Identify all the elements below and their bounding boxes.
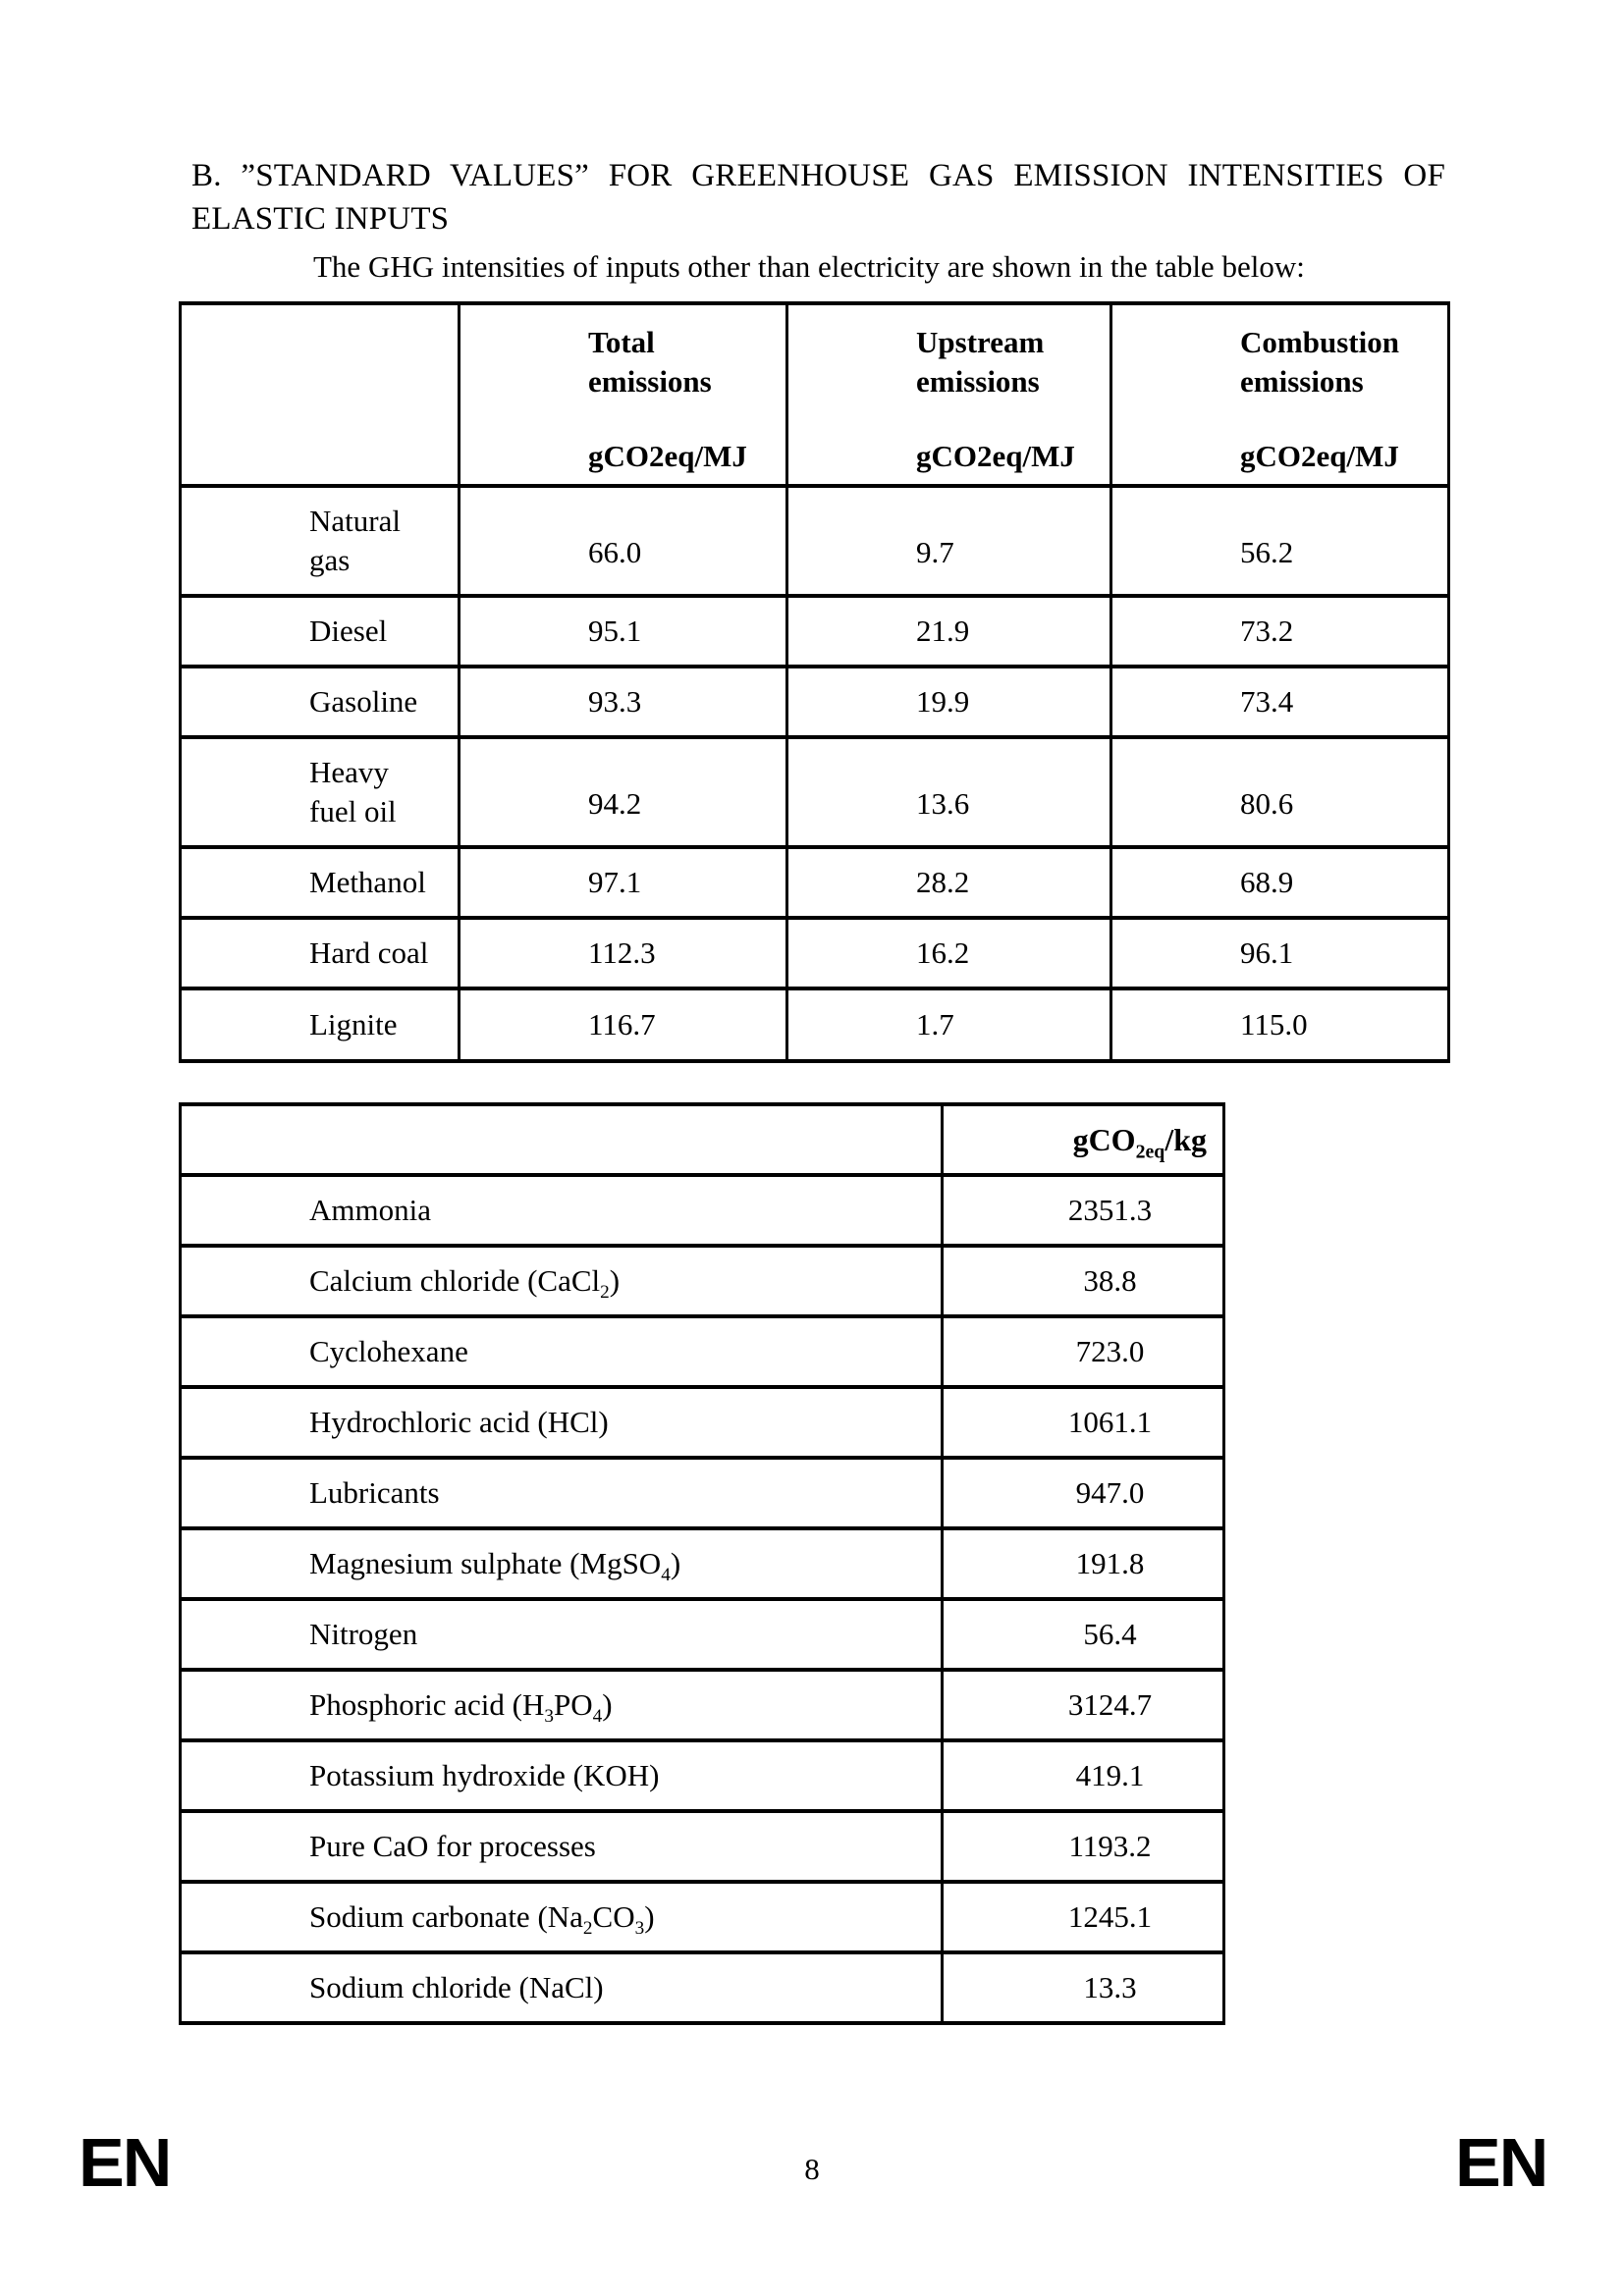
chemical-intensity-table bbox=[179, 1102, 1225, 2025]
chemical-table-corner-cell bbox=[181, 1104, 943, 1175]
row-label-cell: Hard coal bbox=[181, 918, 460, 988]
value-cell: 947.0 bbox=[943, 1458, 1224, 1528]
total-cell: 116.7 bbox=[460, 988, 787, 1061]
value-cell: 1245.1 bbox=[943, 1882, 1224, 1952]
combustion-cell: 115.0 bbox=[1111, 988, 1449, 1061]
table-row bbox=[181, 737, 1449, 847]
table-row bbox=[181, 1316, 1224, 1387]
row-label-cell: Calcium chloride (CaCl$_2$) bbox=[181, 1246, 943, 1316]
table-row bbox=[181, 1246, 1224, 1316]
section-heading-line2: ELASTIC INPUTS bbox=[191, 201, 450, 237]
table-row bbox=[181, 1599, 1224, 1670]
chemical-table-unit-header: gCO$_{2eq}$/kg bbox=[943, 1104, 1224, 1175]
fuel-table-header-row bbox=[181, 303, 1449, 486]
upstream-cell: 28.2 bbox=[787, 847, 1111, 918]
header-unit: gCO2eq/MJ bbox=[588, 439, 747, 473]
table-row bbox=[181, 1882, 1224, 1952]
upstream-cell: 1.7 bbox=[787, 988, 1111, 1061]
combustion-cell: 96.1 bbox=[1111, 918, 1449, 988]
header-label: Upstream emissions bbox=[916, 325, 1045, 399]
combustion-cell: 80.6 bbox=[1111, 737, 1449, 847]
footer-language-code-right: EN bbox=[1455, 2124, 1547, 2201]
total-cell: 93.3 bbox=[460, 667, 787, 737]
row-label-cell: Sodium carbonate $(Na_2CO_3)$ bbox=[181, 1882, 943, 1952]
upstream-cell: 13.6 bbox=[787, 737, 1111, 847]
section-heading bbox=[191, 154, 1445, 240]
fuel-emissions-table bbox=[179, 301, 1450, 1063]
value-cell: 723.0 bbox=[943, 1316, 1224, 1387]
table-row bbox=[181, 1670, 1224, 1740]
header-label: Combustion emissions bbox=[1240, 325, 1399, 399]
table-row bbox=[181, 918, 1449, 988]
row-label-cell: Ammonia bbox=[181, 1175, 943, 1246]
total-cell: 94.2 bbox=[460, 737, 787, 847]
total-cell: 97.1 bbox=[460, 847, 787, 918]
row-label-cell: Nitrogen bbox=[181, 1599, 943, 1670]
footer-language-code-left: EN bbox=[79, 2124, 171, 2201]
fuel-table-header-total bbox=[460, 303, 787, 486]
total-cell: 95.1 bbox=[460, 596, 787, 667]
table-row bbox=[181, 1740, 1224, 1811]
table-row bbox=[181, 847, 1449, 918]
upstream-cell: 16.2 bbox=[787, 918, 1111, 988]
upstream-cell: 9.7 bbox=[787, 486, 1111, 596]
value-cell: 56.4 bbox=[943, 1599, 1224, 1670]
row-label-cell: Heavy fuel oil bbox=[181, 737, 460, 847]
row-label-cell: Diesel bbox=[181, 596, 460, 667]
table-row bbox=[181, 486, 1449, 596]
value-cell: 419.1 bbox=[943, 1740, 1224, 1811]
combustion-cell: 56.2 bbox=[1111, 486, 1449, 596]
combustion-cell: 68.9 bbox=[1111, 847, 1449, 918]
total-cell: 66.0 bbox=[460, 486, 787, 596]
value-cell: 13.3 bbox=[943, 1952, 1224, 2023]
page-number: 8 bbox=[804, 2152, 820, 2186]
total-cell: 112.3 bbox=[460, 918, 787, 988]
upstream-cell: 19.9 bbox=[787, 667, 1111, 737]
header-unit: gCO2eq/MJ bbox=[916, 439, 1075, 473]
table-row bbox=[181, 988, 1449, 1061]
row-label-cell: Lubricants bbox=[181, 1458, 943, 1528]
table-row bbox=[181, 1458, 1224, 1528]
table-row bbox=[181, 1811, 1224, 1882]
value-cell: 1061.1 bbox=[943, 1387, 1224, 1458]
row-label-cell: Potassium hydroxide (KOH) bbox=[181, 1740, 943, 1811]
row-label-cell: Methanol bbox=[181, 847, 460, 918]
fuel-table-corner-cell bbox=[181, 303, 460, 486]
row-label-cell: Lignite bbox=[181, 988, 460, 1061]
upstream-cell: 21.9 bbox=[787, 596, 1111, 667]
value-cell: 1193.2 bbox=[943, 1811, 1224, 1882]
table-row bbox=[181, 1528, 1224, 1599]
row-label-cell: Natural gas bbox=[181, 486, 460, 596]
table-row bbox=[181, 1175, 1224, 1246]
value-cell: 3124.7 bbox=[943, 1670, 1224, 1740]
value-cell: 191.8 bbox=[943, 1528, 1224, 1599]
combustion-cell: 73.4 bbox=[1111, 667, 1449, 737]
row-label-cell: Gasoline bbox=[181, 667, 460, 737]
table-row bbox=[181, 667, 1449, 737]
chemical-table-header-row bbox=[181, 1104, 1224, 1175]
combustion-cell: 73.2 bbox=[1111, 596, 1449, 667]
value-cell: 2351.3 bbox=[943, 1175, 1224, 1246]
row-label-cell: Sodium chloride (NaCl) bbox=[181, 1952, 943, 2023]
row-label-cell: Hydrochloric acid (HCl) bbox=[181, 1387, 943, 1458]
row-label-cell: Pure CaO for processes bbox=[181, 1811, 943, 1882]
header-label: Total emissions bbox=[588, 325, 712, 399]
header-unit: gCO2eq/MJ bbox=[1240, 439, 1399, 473]
row-label-cell: Cyclohexane bbox=[181, 1316, 943, 1387]
table-row bbox=[181, 1952, 1224, 2023]
fuel-table-header-upstream bbox=[787, 303, 1111, 486]
row-label-cell: Magnesium sulphate (MgSO$_4$) bbox=[181, 1528, 943, 1599]
value-cell: 38.8 bbox=[943, 1246, 1224, 1316]
row-label-cell: Phosphoric acid $(H_3PO_4)$ bbox=[181, 1670, 943, 1740]
section-heading-line1: B. ”STANDARD VALUES” FOR GREENHOUSE GAS EMISSION INTENSITIES OF bbox=[191, 158, 1445, 193]
table-row bbox=[181, 596, 1449, 667]
fuel-table-header-combustion bbox=[1111, 303, 1449, 486]
intro-paragraph: The GHG intensities of inputs other than electricity are shown in the table below: bbox=[313, 249, 1305, 284]
table-row bbox=[181, 1387, 1224, 1458]
